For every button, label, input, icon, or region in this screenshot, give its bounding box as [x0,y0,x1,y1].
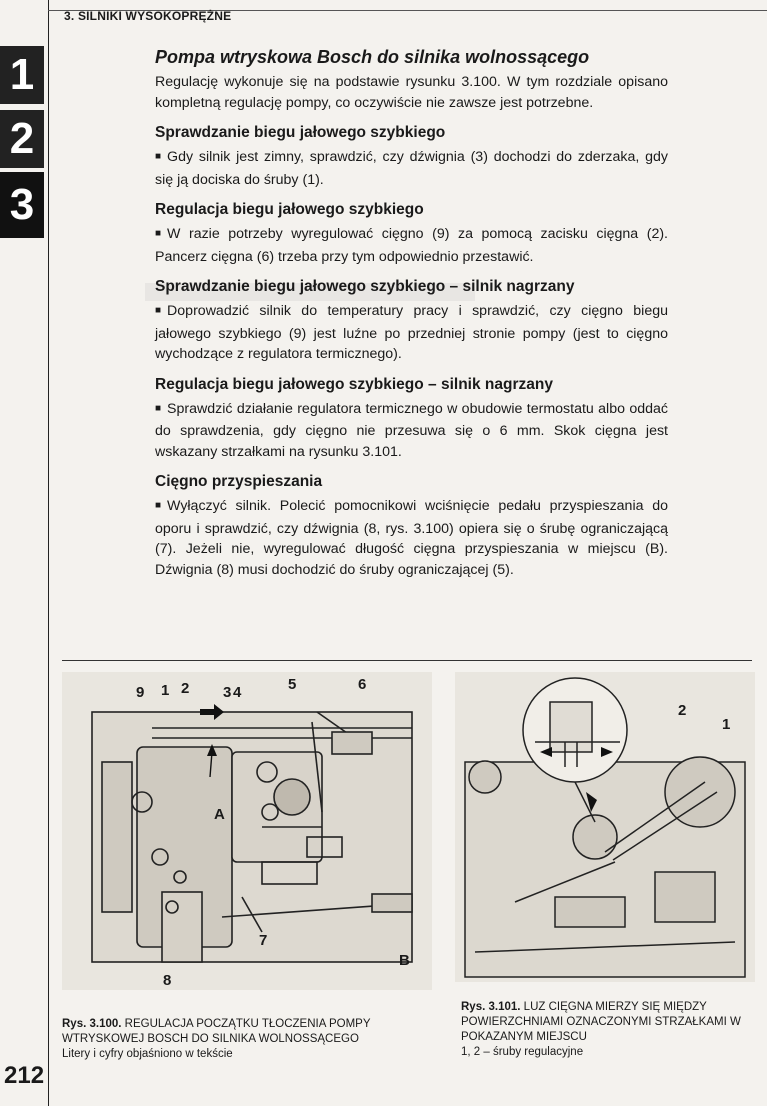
fig1-label-3: 3 [223,684,232,701]
caption-id: Rys. 3.101. [461,1001,521,1013]
section-text: ■ Gdy silnik jest zimny, sprawdzić, czy dźwignia (3) dochodzi do zderzaka, gdy się ją dociska do śruby (1). [155,149,668,188]
section-text: ■ Sprawdzić działanie regulatora termicznego w obudowie termostatu albo oddać do sprawdzenia, gdy cięgno nie przesuwa się o 6 mm. Skok cięgna jest wskazany strzałkami na rysunku 3.101. [155,400,668,460]
chapter-tab-2: 2 [0,110,44,168]
fig2-label-1: 1 [722,716,731,733]
fig1-label-6: 6 [358,676,367,693]
bullet-square: ■ [155,228,162,239]
fig1-label-A: A [214,806,225,823]
fig1-label-7: 7 [259,932,268,949]
fig1-label-5: 5 [288,676,297,693]
article [155,46,668,580]
article-title: Pompa wtryskowa Bosch do silnika wolnossącego [155,47,590,67]
section-text: ■ Doprowadzić silnik do temperatury pracy i sprawdzić, czy cięgno biegu jałowego szybkiego (9) jest luźne po przedniej stronie pompy (jest to cięgno wychodzące z regulatora termicznego). [155,303,668,362]
section-heading: Cięgno przyspieszania [155,473,323,490]
section-text: ■ Wyłączyć silnik. Polecić pomocnikowi wciśnięcie pedału przyspieszania do oporu i sprawdzić, czy dźwignia (8, rys. 3.100) opiera się o śrubę ograniczającą (7). Jeżeli nie, wyregulować długość cięgna przyspieszania w miejscu (B). Dźwignia (8) musi dochodzić do śruby ograniczającej (5). [155,498,668,578]
fig1-label-8: 8 [163,972,172,989]
fig1-label-2: 2 [181,680,190,697]
fig1-label-4: 4 [233,684,242,701]
chapter-tab-1: 1 [0,46,44,104]
bullet-square: ■ [155,305,162,316]
pump-line-drawing [62,672,432,990]
fig1-label-1: 1 [161,682,170,699]
figure-3-100-caption [62,1017,452,1062]
figure-3-101-caption [461,1000,756,1060]
section-heading: Regulacja biegu jałowego szybkiego [155,201,424,218]
caption-text: LUZ CIĘGNA MIERZY SIĘ MIĘDZY POWIERZCHNIAMI OZNACZONYMI STRZAŁKAMI W POKAZANYM MIEJSCU [461,1001,741,1043]
section-heading: Sprawdzanie biegu jałowego szybkiego [155,124,446,141]
chapter-tab-3-active: 3 [0,172,44,238]
margin-rule [48,0,49,1106]
article-intro: Regulację wykonuje się na podstawie rysunku 3.100. W tym rozdziale opisano kompletną regulację pompy, co oczywiście nie zawsze jest potrzebne. [155,74,668,111]
section-heading: Regulacja biegu jałowego szybkiego – silnik nagrzany [155,375,553,393]
caption-note: Litery i cyfry objaśniono w tekście [62,1048,233,1060]
fig2-label-2: 2 [678,702,687,719]
caption-id: Rys. 3.100. [62,1018,122,1030]
caption-text: REGULACJA POCZĄTKU TŁOCZENIA POMPY WTRYSKOWEJ BOSCH DO SILNIKA WOLNOSSĄCEGO [62,1018,371,1045]
fig1-label-B: B [399,952,410,969]
bullet-square: ■ [155,402,162,414]
bullet-square: ■ [155,151,162,162]
cable-line-drawing [455,672,755,982]
caption-note: 1, 2 – śruby regulacyjne [461,1046,584,1058]
fig1-label-9: 9 [136,684,145,701]
figure-separator [62,660,752,661]
figure-3-101-cable-drawing [455,672,755,982]
figure-3-100-pump-drawing [62,672,432,990]
page-number: 212 [4,1062,45,1089]
section-heading: Sprawdzanie biegu jałowego szybkiego – silnik nagrzany [155,278,575,295]
section-text: ■ W razie potrzeby wyregulować cięgno (9) za pomocą zacisku cięgna (2). Pancerz cięgna (6) trzeba przy tym odpowiednio przestawić. [155,226,668,265]
bullet-square: ■ [155,500,162,511]
running-header: 3. SILNIKI WYSOKOPRĘŻNE [64,9,232,23]
